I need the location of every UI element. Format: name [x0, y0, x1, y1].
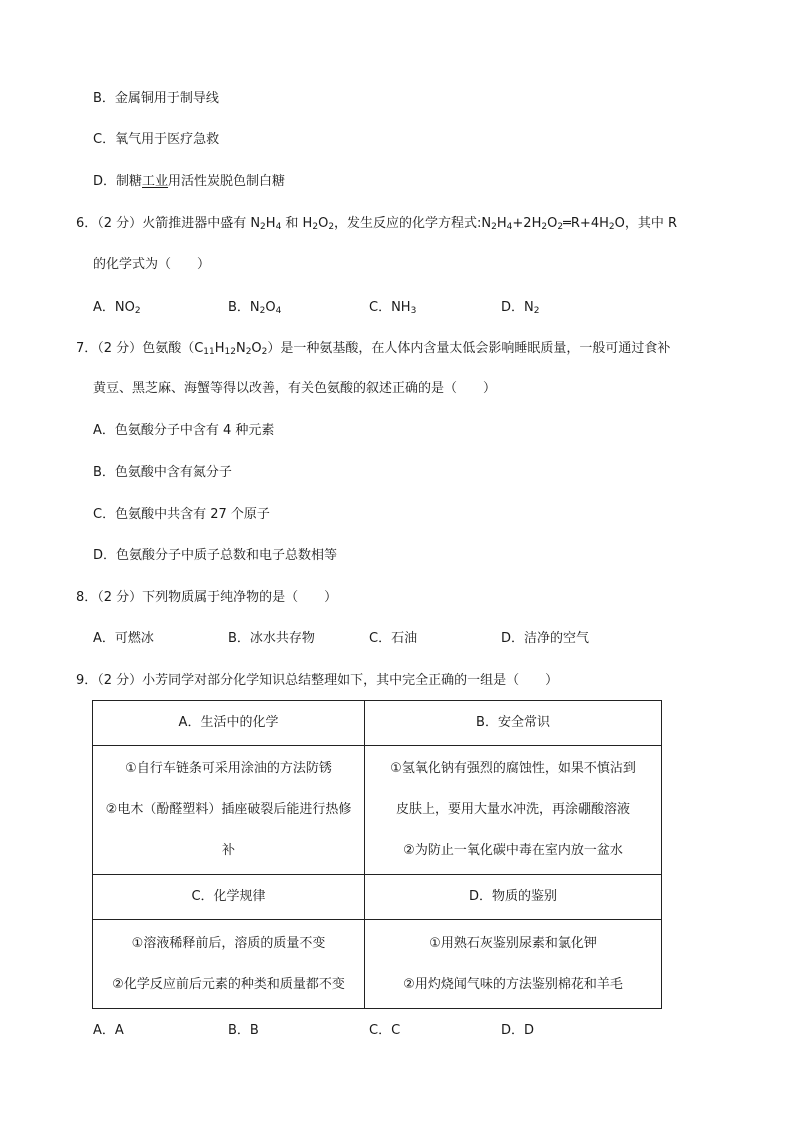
q7-sub: 11	[203, 347, 215, 357]
q5-option-b: B．金属铜用于制导线	[93, 91, 219, 106]
q8-option-c: C．石油	[369, 631, 418, 646]
q6-text: O	[547, 216, 558, 231]
q6-text: +2H	[512, 216, 542, 231]
q7-text: N	[235, 341, 246, 356]
q6-stem-line2: 的化学式为（ ）	[93, 257, 211, 272]
q7-text: 色氨酸（C	[142, 341, 204, 356]
q7-option-c: C．色氨酸中共含有 27 个原子	[93, 507, 270, 522]
q6-text: 火箭推进器中盛有 N	[142, 216, 261, 231]
cell-a-line1: ①自行车链条可采用涂油的方法防锈	[125, 761, 332, 776]
table-row	[93, 920, 662, 1009]
q7-stem-line2: 黄豆、黑芝麻、海蟹等得以改善，有关色氨酸的叙述正确的是（ ）	[93, 381, 497, 396]
q9-option-a: A．A	[93, 1023, 124, 1038]
q7-stem	[76, 340, 670, 358]
q7-sub: 2	[245, 347, 252, 357]
q6-sub: 2	[328, 222, 335, 232]
q6-text: O，其中 R	[614, 216, 678, 231]
q8-option-d: D．洁净的空气	[501, 631, 590, 646]
cell-d-content	[365, 920, 662, 1009]
q8-option-b: B．冰水共存物	[228, 631, 315, 646]
q5-option-d-underlined: 工业	[142, 174, 169, 189]
cell-b-line1: ①氢氧化钠有强烈的腐蚀性，如果不慎沾到	[390, 761, 636, 776]
table-row	[93, 701, 662, 746]
q6-option-b-text: O	[265, 300, 276, 315]
q7-number: 7．（2 分）	[76, 341, 143, 356]
q7-text: O	[251, 341, 262, 356]
q8-stem: 8．（2 分）下列物质属于纯净物的是（ ）	[76, 590, 338, 605]
q6-sub: 2	[134, 306, 141, 316]
q6-sub: 2	[259, 306, 266, 316]
cell-d-title: D．物质的鉴别	[365, 875, 662, 920]
q6-sub: 2	[557, 222, 564, 232]
q9-stem: 9．（2 分）小芳同学对部分化学知识总结整理如下，其中完全正确的一组是（ ）	[76, 673, 559, 688]
cell-c-title: C．化学规律	[93, 875, 365, 920]
q7-sub: 12	[224, 347, 236, 357]
q6-option-b	[228, 299, 281, 317]
cell-c-content	[93, 920, 365, 1009]
q6-text: 和 H	[281, 216, 313, 231]
cell-b-line2: 皮肤上，要用大量水冲洗，再涂硼酸溶液	[395, 802, 630, 817]
q5-option-c: C．氧气用于医疗急救	[93, 132, 220, 147]
q6-text: ═R+4H	[563, 216, 609, 231]
q9-option-d: D．D	[501, 1023, 535, 1038]
cell-a-line3: 补	[221, 843, 235, 858]
table-row	[93, 875, 662, 920]
q6-sub: 2	[533, 306, 540, 316]
cell-b-title: B．安全常识	[365, 701, 662, 746]
q6-option-d	[501, 299, 539, 317]
table-row	[93, 746, 662, 875]
q7-option-b: B．色氨酸中含有氮分子	[93, 465, 232, 480]
q6-option-c-text: C．NH	[369, 300, 411, 315]
q6-text: ，发生反应的化学方程式:N	[334, 216, 492, 231]
q6-option-a	[93, 299, 141, 317]
cell-d-line1: ①用熟石灰鉴别尿素和氯化钾	[429, 935, 597, 951]
q6-number: 6．（2 分）	[76, 216, 143, 231]
cell-b-line3: ②为防止一氧化碳中毒在室内放一盆水	[403, 843, 623, 858]
q6-option-b-text: B．N	[228, 300, 260, 315]
cell-c-line1: ①溶液稀释前后，溶质的质量不变	[131, 935, 326, 951]
q6-sub: 4	[275, 306, 282, 316]
q6-sub: 2	[608, 222, 615, 232]
q9-option-b: B．B	[228, 1023, 259, 1038]
q8-option-a: A．可燃冰	[93, 631, 154, 646]
q7-option-d: D．色氨酸分子中质子总数和电子总数相等	[93, 548, 338, 563]
q6-sub: 2	[312, 222, 319, 232]
cell-a-line2: ②电木（酚醛塑料）插座破裂后能进行热修	[105, 802, 352, 817]
cell-a-content	[93, 746, 365, 875]
q7-text: H	[214, 341, 225, 356]
q9-knowledge-table	[92, 700, 662, 1009]
q7-text: ）是一种氨基酸，在人体内含量太低会影响睡眠质量，一般可通过食补	[267, 341, 671, 356]
q6-stem	[76, 215, 677, 233]
q9-option-c: C．C	[369, 1023, 401, 1038]
cell-a-title: A．生活中的化学	[93, 701, 365, 746]
q6-option-a-text: A．NO	[93, 300, 135, 315]
q6-sub: 2	[260, 222, 266, 232]
q6-sub: 4	[506, 222, 513, 232]
q6-sub: 4	[275, 222, 282, 232]
q5-option-d-prefix: D．制糖	[93, 174, 143, 189]
q7-option-a: A．色氨酸分子中含有 4 种元素	[93, 423, 275, 438]
q6-text: O	[318, 216, 329, 231]
q6-text: H	[496, 216, 507, 231]
q6-option-c	[369, 299, 416, 317]
q6-sub: 2	[491, 222, 497, 232]
q5-option-d-suffix: 用活性炭脱色制白糖	[168, 174, 286, 189]
q6-text: H	[265, 216, 276, 231]
q7-sub: 2	[261, 347, 268, 357]
q6-sub: 2	[541, 222, 548, 232]
q5-option-d	[93, 173, 285, 191]
cell-c-line2: ②化学反应前后元素的种类和质量都不变	[112, 976, 345, 992]
q6-sub: 3	[410, 306, 417, 316]
cell-d-line2: ②用灼烧闻气味的方法鉴别棉花和羊毛	[403, 976, 623, 992]
q6-option-d-text: D．N	[501, 300, 534, 315]
cell-b-content	[365, 746, 662, 875]
